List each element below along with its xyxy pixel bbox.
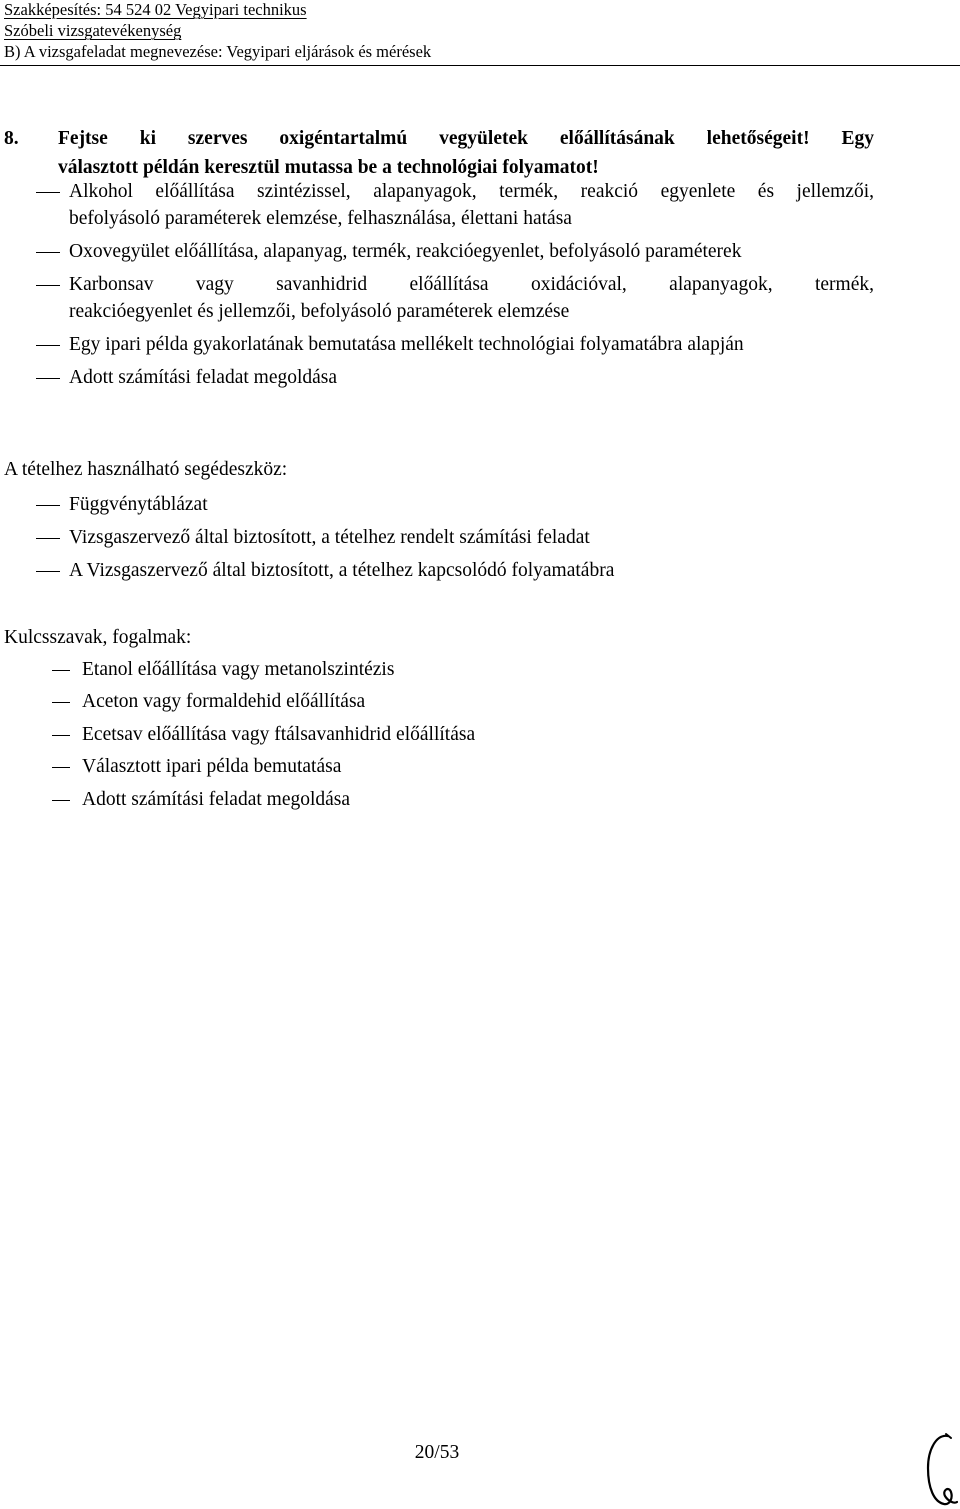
dash-bullet — [36, 345, 60, 346]
tool-item — [36, 524, 874, 551]
tool-item-label: A Vizsgaszervező által biztosított, a tételhez kapcsolódó folyamatábra — [69, 560, 615, 581]
topic-item-line-1: Adott számítási feladat megoldása — [69, 367, 338, 388]
tool-item — [36, 557, 874, 584]
keyword-item-label: Választott ipari példa bemutatása — [82, 756, 342, 778]
keyword-item — [52, 688, 475, 715]
question-text — [58, 124, 874, 182]
keyword-item-label: Etanol előállítása vagy metanolszintézis — [82, 659, 395, 680]
topic-item-line-1: Egy ipari példa gyakorlatának bemutatása mellékelt technológiai folyamatábra alapján — [69, 334, 744, 355]
dash-bullet — [52, 767, 70, 768]
dash-bullet — [36, 505, 60, 506]
keywords-list — [52, 656, 475, 818]
tool-item-label: Vizsgaszervező által biztosított, a tételhez rendelt számítási feladat — [69, 527, 590, 548]
keyword-item — [52, 786, 475, 813]
dash-bullet — [36, 192, 60, 193]
tool-item — [36, 491, 874, 518]
dash-bullet — [36, 538, 60, 539]
tools-list — [36, 491, 874, 590]
question-line-2: választott példán keresztül mutassa be a technológiai folyamatot! — [58, 157, 599, 178]
keyword-item-label: Aceton vagy formaldehid előállítása — [82, 691, 366, 713]
question — [4, 124, 874, 182]
topic-item — [36, 271, 874, 325]
dash-bullet — [52, 800, 70, 801]
handwritten-signature — [922, 1432, 958, 1509]
dash-bullet — [52, 702, 70, 703]
keyword-item — [52, 656, 475, 683]
page-number: 20/53 — [414, 1442, 460, 1463]
topic-item-line-2: reakcióegyenlet és jellemzői, befolyásoló paraméterek elemzése — [69, 301, 570, 322]
header-task-name: B) A vizsgafeladat megnevezése: Vegyipari eljárások és mérések — [4, 42, 432, 61]
tools-label: A tételhez használható segédeszköz: — [4, 459, 288, 480]
header-divider — [0, 65, 960, 66]
topic-item — [36, 178, 874, 232]
topic-item — [36, 364, 874, 391]
dash-bullet — [36, 252, 60, 253]
header-exam-type: Szóbeli vizsgatevékenység — [4, 21, 182, 40]
keyword-item-label: Adott számítási feladat megoldása — [82, 788, 351, 810]
topic-item-line-2: befolyásoló paraméterek elemzése, felhasználása, élettani hatása — [69, 208, 572, 229]
dash-bullet — [36, 571, 60, 572]
topic-item — [36, 331, 874, 358]
topic-item-line-1: Alkohol előállítása szintézissel, alapanyagok, termék, reakció egyenlete és jellemzői, — [69, 181, 874, 202]
topic-item-line-1: Karbonsav vagy savanhidrid előállítása oxidációval, alapanyagok, termék, — [69, 274, 874, 295]
header-qualification: Szakképesítés: 54 524 02 Vegyipari technikus — [4, 0, 307, 19]
keywords-label: Kulcsszavak, fogalmak: — [4, 627, 192, 648]
keyword-item-label: Ecetsav előállítása vagy ftálsavanhidrid előállítása — [82, 723, 476, 745]
dash-bullet — [36, 285, 60, 286]
topic-item — [36, 238, 874, 265]
dash-bullet — [52, 735, 70, 736]
dash-bullet — [36, 378, 60, 379]
keyword-item — [52, 721, 475, 748]
topic-list — [36, 178, 874, 397]
dash-bullet — [52, 670, 70, 671]
tool-item-label: Függvénytáblázat — [69, 494, 208, 515]
question-number: 8. — [4, 128, 19, 149]
topic-item-line-1: Oxovegyület előállítása, alapanyag, termék, reakcióegyenlet, befolyásoló paraméterek — [69, 241, 742, 262]
question-line-1: Fejtse ki szerves oxigéntartalmú vegyületek előállításának lehetőségeit! Egy — [58, 128, 874, 149]
keyword-item — [52, 753, 475, 780]
